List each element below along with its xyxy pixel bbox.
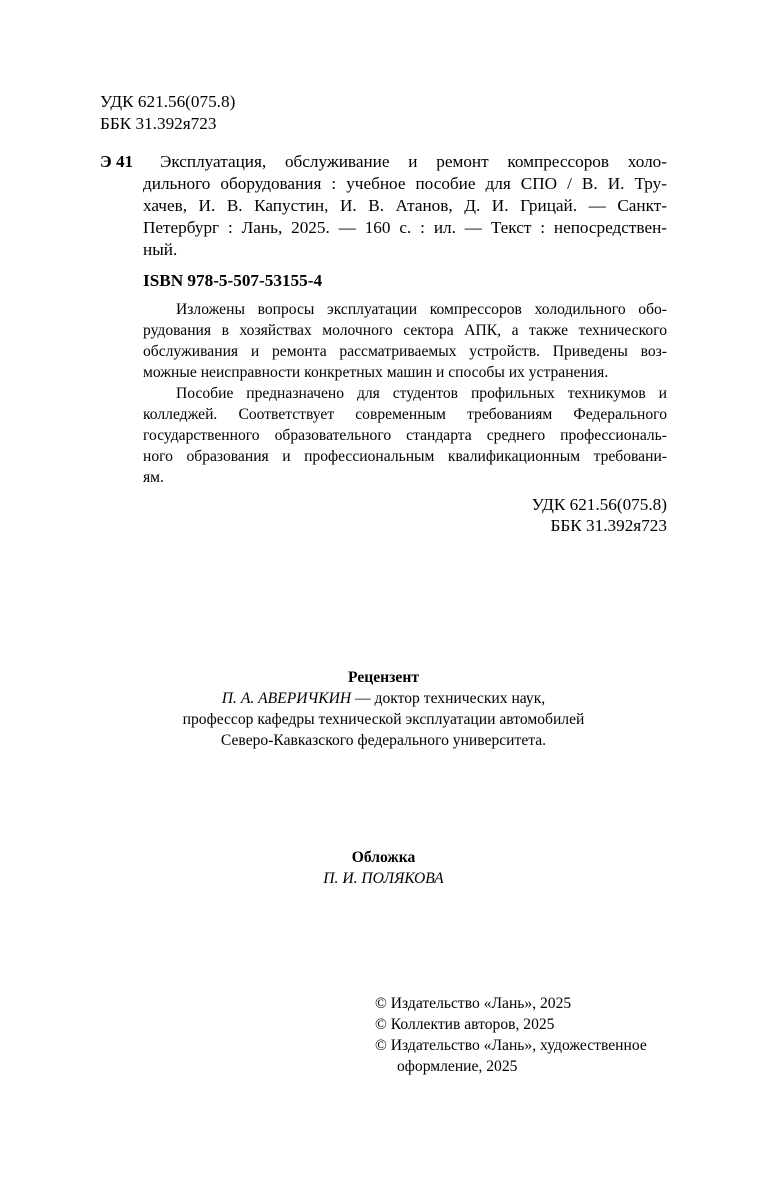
annotation xyxy=(143,299,667,488)
catalog-entry-line: хачев, И. В. Капустин, И. В. Атанов, Д. И. Грицай. — Санкт- xyxy=(143,196,667,215)
isbn: ISBN 978-5-507-53155-4 xyxy=(143,271,323,290)
cover-heading: Обложка xyxy=(351,849,416,866)
reviewer-name: П. А. АВЕРИЧКИН xyxy=(221,690,352,707)
reviewer-line-3: Северо-Кавказского федерального университета. xyxy=(220,732,547,749)
reviewer-heading: Рецензент xyxy=(348,669,419,686)
catalog-entry-line: Петербург : Лань, 2025. — 160 с. : ил. — Текст : непосредствен- xyxy=(143,218,667,237)
annotation-line: обслуживания и ремонта рассматриваемых устройств. Приведены воз- xyxy=(143,343,667,360)
udk-code-bottom: УДК 621.56(075.8) xyxy=(531,495,667,514)
annotation-line: можные неисправности конкретных машин и способы их устранения. xyxy=(143,364,609,381)
author-mark: Э 41 xyxy=(100,152,134,171)
reviewer-line-2: профессор кафедры технической эксплуатации автомобилей xyxy=(182,711,585,728)
reviewer-line-1 xyxy=(100,688,667,709)
annotation-line: ного образования и профессиональным квалификационным требовани- xyxy=(143,448,667,465)
bbk-code-bottom: ББК 31.392я723 xyxy=(550,516,667,535)
copyright-line: © Издательство «Лань», 2025 xyxy=(375,995,572,1012)
annotation-line: рудования в хозяйствах молочного сектора АПК, а также технического xyxy=(143,322,667,339)
catalog-entry-line: Эксплуатация, обслуживание и ремонт компрессоров холо- xyxy=(160,152,667,171)
copyright-line: © Коллектив авторов, 2025 xyxy=(375,1016,555,1033)
annotation-line: Изложены вопросы эксплуатации компрессоров холодильного обо- xyxy=(176,301,667,318)
udk-code-top: УДК 621.56(075.8) xyxy=(100,92,236,111)
bbk-code-top: ББК 31.392я723 xyxy=(100,114,217,133)
reviewer-degree: — доктор технических наук, xyxy=(351,690,546,707)
annotation-line: государственного образовательного стандарта среднего профессиональ- xyxy=(143,427,667,444)
catalog-entry-line: ный. xyxy=(143,240,178,259)
annotation-line: ям. xyxy=(143,469,164,486)
catalog-entry-line: дильного оборудования : учебное пособие для СПО / В. И. Тру- xyxy=(143,174,667,193)
copyright-line: оформление, 2025 xyxy=(397,1058,518,1075)
annotation-line: Пособие предназначено для студентов профильных техникумов и xyxy=(176,385,667,402)
annotation-line: колледжей. Соответствует современным требованиям Федерального xyxy=(143,406,667,423)
copyright-block xyxy=(375,993,647,1077)
catalog-entry xyxy=(143,151,667,261)
copyright-line: © Издательство «Лань», художественное xyxy=(375,1037,647,1054)
cover-designer-name: П. И. ПОЛЯКОВА xyxy=(323,870,444,887)
